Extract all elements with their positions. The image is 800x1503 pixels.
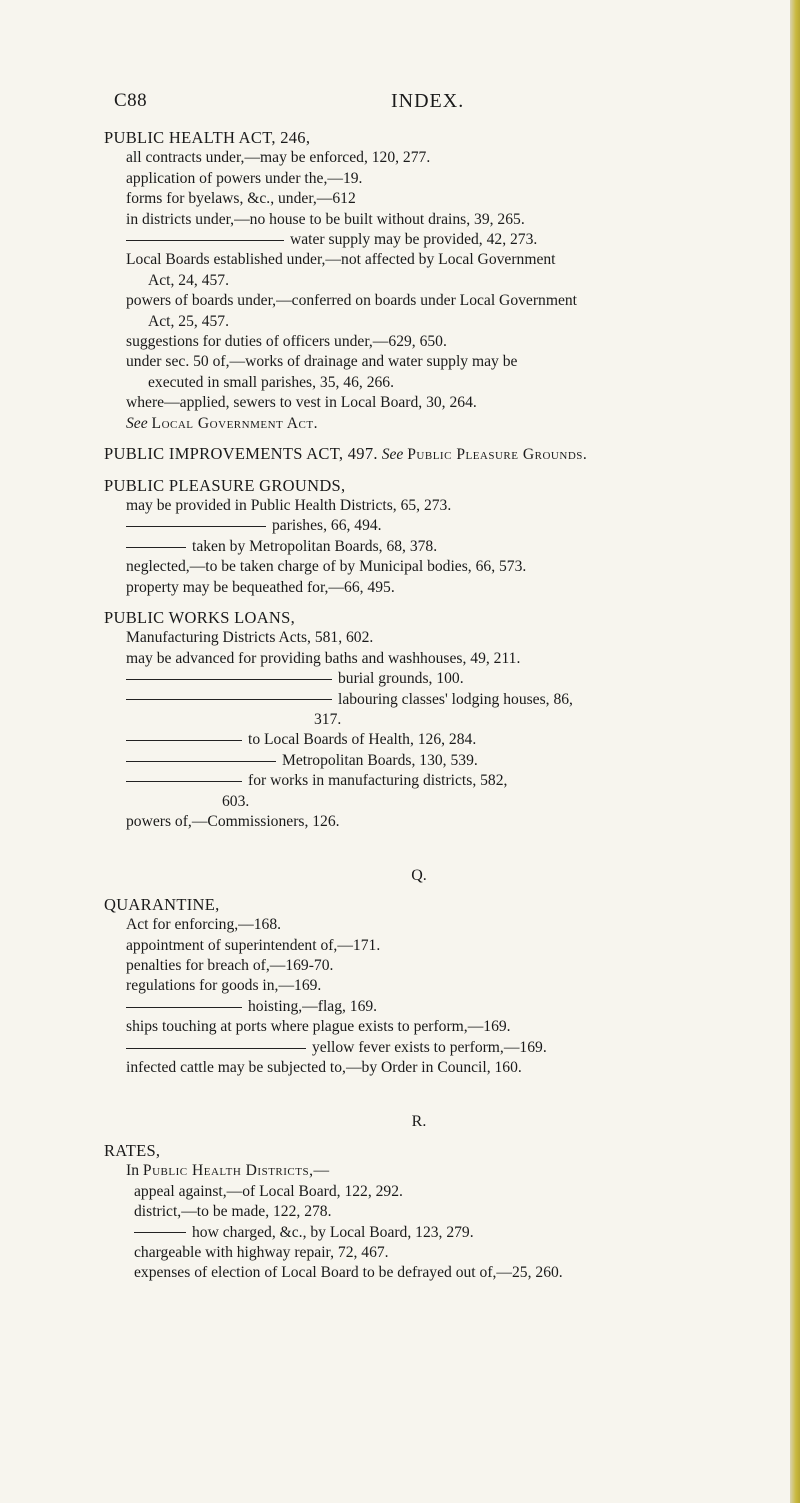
sub-entry-continued [104,771,764,791]
sub-entry: regulations for goods in,—169. [126,977,322,995]
sub-entry: suggestions for duties of officers under,—629, 650. [126,333,447,351]
sub-entry-continued [104,1038,764,1058]
ditto-dash [126,1048,306,1049]
ditto-dash [126,679,332,680]
sub-entry: forms for byelaws, &c., under,—612 [126,190,356,208]
sub-entry-continuation: 317. [314,710,342,728]
sub-entry: application of powers under the,—19. [126,169,363,187]
ditto-dash [126,699,332,700]
entry-heading: PUBLIC IMPROVEMENTS ACT, 497. [104,444,378,464]
sub-entry: where—applied, sewers to vest in Local Board, 30, 264. [126,394,477,412]
entry-heading: QUARANTINE, [104,894,220,914]
sub-entry-text: taken by Metropolitan Boards, 68, 378. [192,537,438,555]
sub-entry-text: water supply may be provided, 42, 273. [290,231,538,249]
sub-entry-text: how charged, &c., by Local Board, 123, 279. [192,1223,474,1241]
sub-entry: neglected,—to be taken charge of by Municipal bodies, 66, 573. [126,558,527,576]
sub-entry-text: Metropolitan Boards, 130, 539. [282,751,478,769]
ditto-dash [126,547,186,548]
sub-heading-text: Public Health Districts,— [142,1162,330,1180]
sub-entry: expenses of election of Local Board to be defrayed out of,—25, 260. [134,1264,563,1282]
ditto-dash [134,1232,186,1233]
sub-entry-continued [104,751,764,771]
sub-heading-prefix: In [126,1162,139,1180]
sub-entry-continued [104,730,764,750]
ditto-dash [126,740,242,741]
ditto-dash [126,761,276,762]
entry-heading: PUBLIC HEALTH ACT, 246, [104,128,311,147]
sub-entry: penalties for breach of,—169-70. [126,957,334,975]
sub-entry: under sec. 50 of,—works of drainage and water supply may be [126,353,518,371]
see-label: See [126,414,148,432]
entry-heading: PUBLIC WORKS LOANS, [104,607,296,627]
entry-heading: RATES, [104,1140,161,1160]
running-title: INDEX. [391,90,465,112]
see-reference [104,414,764,434]
sub-entry-continuation: Act, 25, 457. [148,312,229,330]
sub-entry-continued [104,230,764,250]
sub-entry: powers of boards under,—conferred on boards under Local Government [126,292,578,310]
see-reference [382,446,588,463]
sub-entry-continued [104,669,764,689]
sub-entry: in districts under,—no house to be built without drains, 39, 265. [126,210,525,228]
sub-entry: district,—to be made, 122, 278. [134,1203,332,1221]
sub-entry-continuation: Act, 24, 457. [148,271,229,289]
sub-entry: appeal against,—of Local Board, 122, 292. [134,1182,403,1200]
sub-entry-continued [104,997,764,1017]
index-entry-public-pleasure-grounds [104,476,764,598]
index-entry-public-improvements-act [104,444,764,465]
sub-entry: Local Boards established under,—not affected by Local Government [126,251,556,269]
sub-entry: chargeable with highway repair, 72, 467. [134,1243,389,1261]
entry-heading: PUBLIC PLEASURE GROUNDS, [104,475,346,495]
sub-heading [104,1161,764,1181]
sub-entry: may be provided in Public Health Districts, 65, 273. [126,496,452,514]
ditto-dash [126,781,242,782]
ditto-dash [126,1007,242,1008]
sub-entry-continued [104,1223,764,1243]
sub-entry-text: yellow fever exists to perform,—169. [312,1038,547,1056]
index-entry-public-health-act [104,128,764,434]
index-entry-public-works-loans [104,608,764,832]
sub-entry-continued [104,690,764,710]
sub-entry: property may be bequeathed for,—66, 495. [126,578,395,596]
index-entry-quarantine [104,895,764,1079]
sub-entry-continued [104,516,764,536]
sub-entry: infected cattle may be subjected to,—by Order in Council, 160. [126,1059,522,1077]
section-letter-q: Q. [411,867,427,885]
sub-entry-continuation: executed in small parishes, 35, 46, 266. [148,373,394,391]
sub-entry-text: for works in manufacturing districts, 582, [248,772,508,790]
index-content [104,128,764,1294]
sub-entry-text: to Local Boards of Health, 126, 284. [248,731,477,749]
sub-entry-text: parishes, 66, 494. [272,517,382,535]
ditto-dash [126,526,266,527]
index-entry-rates [104,1141,764,1284]
sub-entry-text: burial grounds, 100. [338,670,464,688]
sub-entry: ships touching at ports where plague exists to perform,—169. [126,1018,511,1036]
section-letter-r: R. [411,1113,427,1131]
see-label: See [381,446,404,464]
sub-entry-text: hoisting,—flag, 169. [248,997,378,1015]
sub-entry: may be advanced for providing baths and washhouses, 49, 211. [126,649,521,667]
sub-entry: powers of,—Commissioners, 126. [126,813,340,830]
sub-entry-continuation: 603. [222,792,250,810]
page-number: C88 [114,90,148,111]
sub-entry: Manufacturing Districts Acts, 581, 602. [126,629,374,647]
sub-entry: appointment of superintendent of,—171. [126,936,381,954]
ditto-dash [126,240,284,241]
page-edge [790,0,800,1503]
see-target: Local Government Act. [151,414,318,432]
see-target: Public Pleasure Grounds. [407,446,588,464]
sub-entry: all contracts under,—may be enforced, 120, 277. [126,149,431,167]
sub-entry: Act for enforcing,—168. [126,916,282,934]
sub-entry-text: labouring classes' lodging houses, 86, [338,690,573,708]
running-head [114,90,694,120]
sub-entry-continued [104,537,764,557]
